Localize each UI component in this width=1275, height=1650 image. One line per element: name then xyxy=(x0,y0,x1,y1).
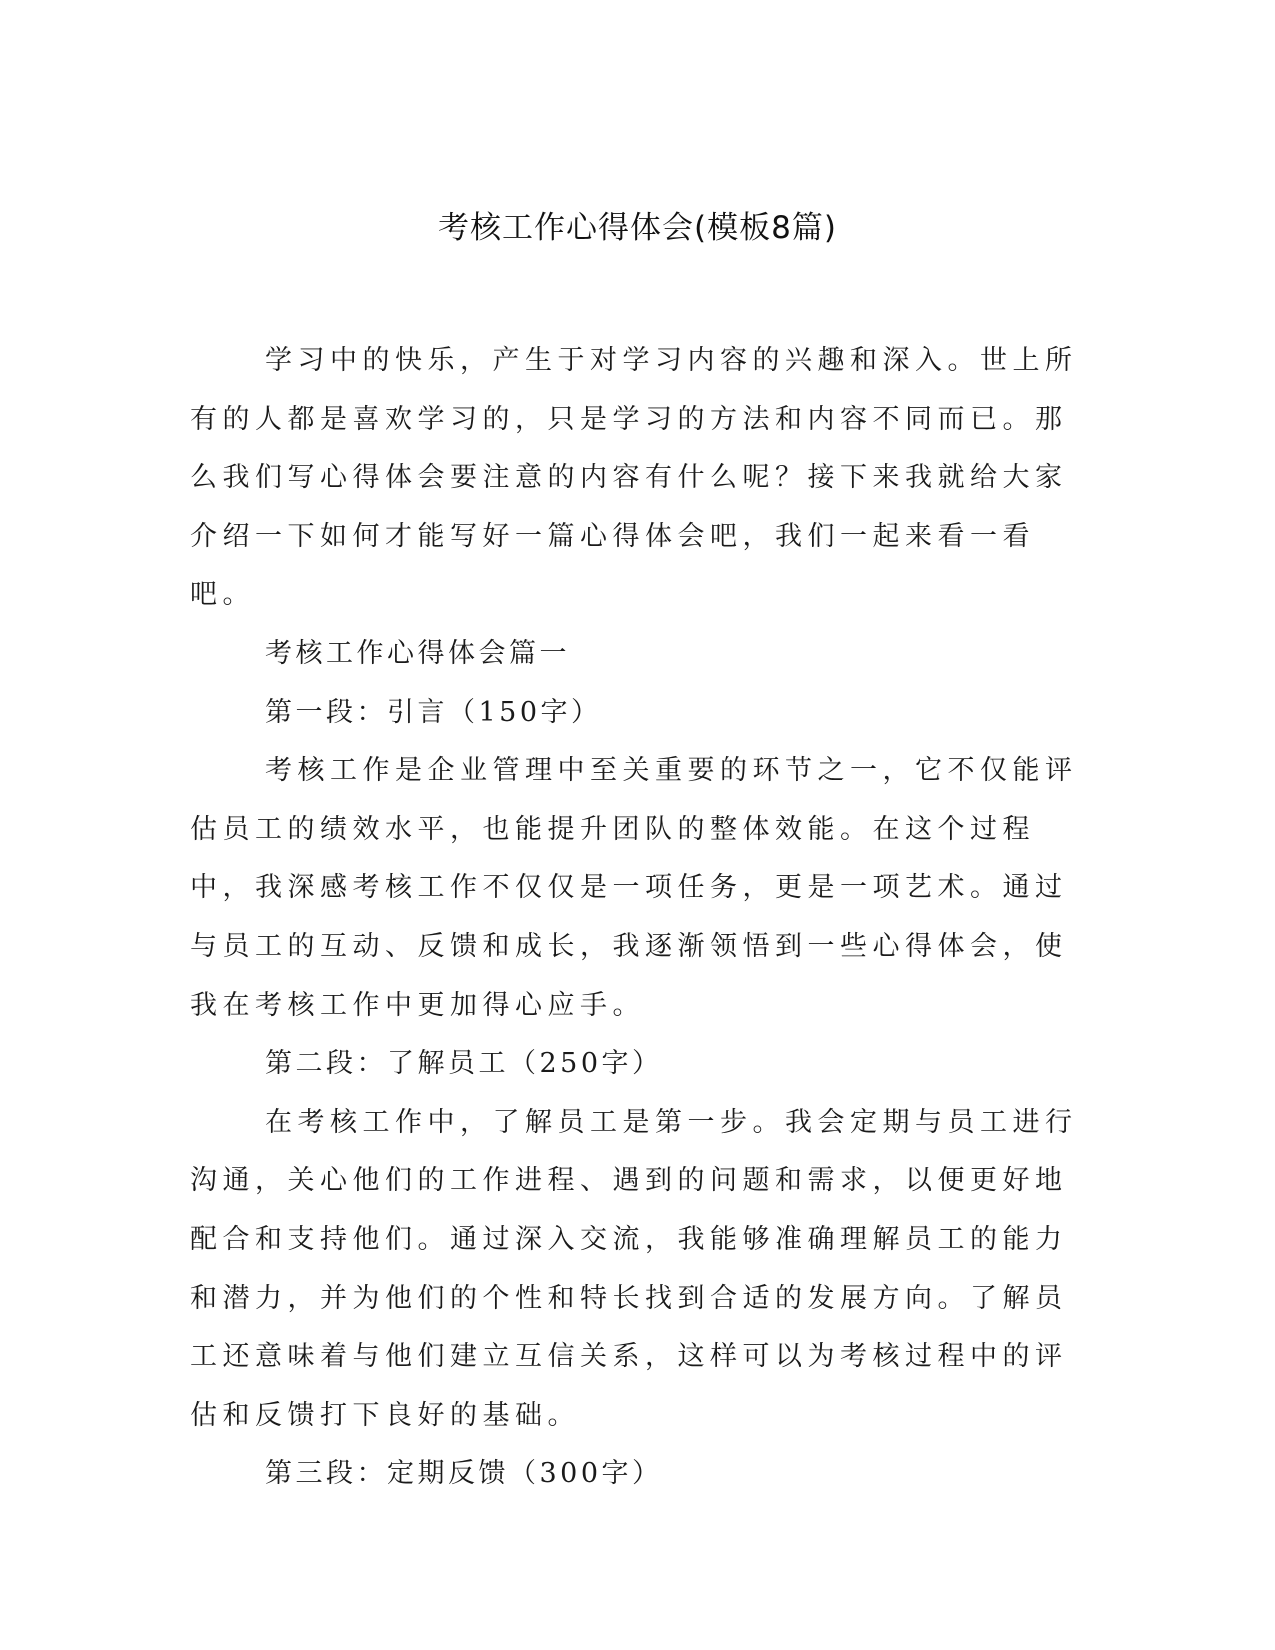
section-title-part-one: 考核工作心得体会篇一 xyxy=(265,637,570,669)
intro-paragraph: 学习中的快乐，产生于对学习内容的兴趣和深入。世上所有的人都是喜欢学习的，只是学习的方法和内容不同而已。那么我们写心得体会要注意的内容有什么呢？接下来我就给大家介绍一下如何才能写好一篇心得体会吧，我们一起来看一看吧。 xyxy=(190,345,1078,611)
document-title: 考核工作心得体会(模板8篇) xyxy=(438,210,837,246)
section-heading-understand-employees: 第二段：了解员工（250字） xyxy=(265,1048,663,1080)
understand-employees-paragraph: 在考核工作中，了解员工是第一步。我会定期与员工进行沟通，关心他们的工作进程、遇到的问题和需求，以便更好地配合和支持他们。通过深入交流，我能够准确理解员工的能力和潜力，并为他们的个性和特长找到合适的发展方向。了解员工还意味着与他们建立互信关系，这样可以为考核过程中的评估和反馈打下良好的基础。 xyxy=(190,1106,1078,1431)
section-heading-introduction: 第一段：引言（150字） xyxy=(265,696,602,728)
document-body xyxy=(190,332,1080,1504)
section-heading-regular-feedback: 第三段：定期反馈（300字） xyxy=(265,1458,663,1490)
introduction-paragraph: 考核工作是企业管理中至关重要的环节之一，它不仅能评估员工的绩效水平，也能提升团队的整体效能。在这个过程中，我深感考核工作不仅仅是一项任务，更是一项艺术。通过与员工的互动、反馈和成长，我逐渐领悟到一些心得体会，使我在考核工作中更加得心应手。 xyxy=(190,755,1078,1021)
